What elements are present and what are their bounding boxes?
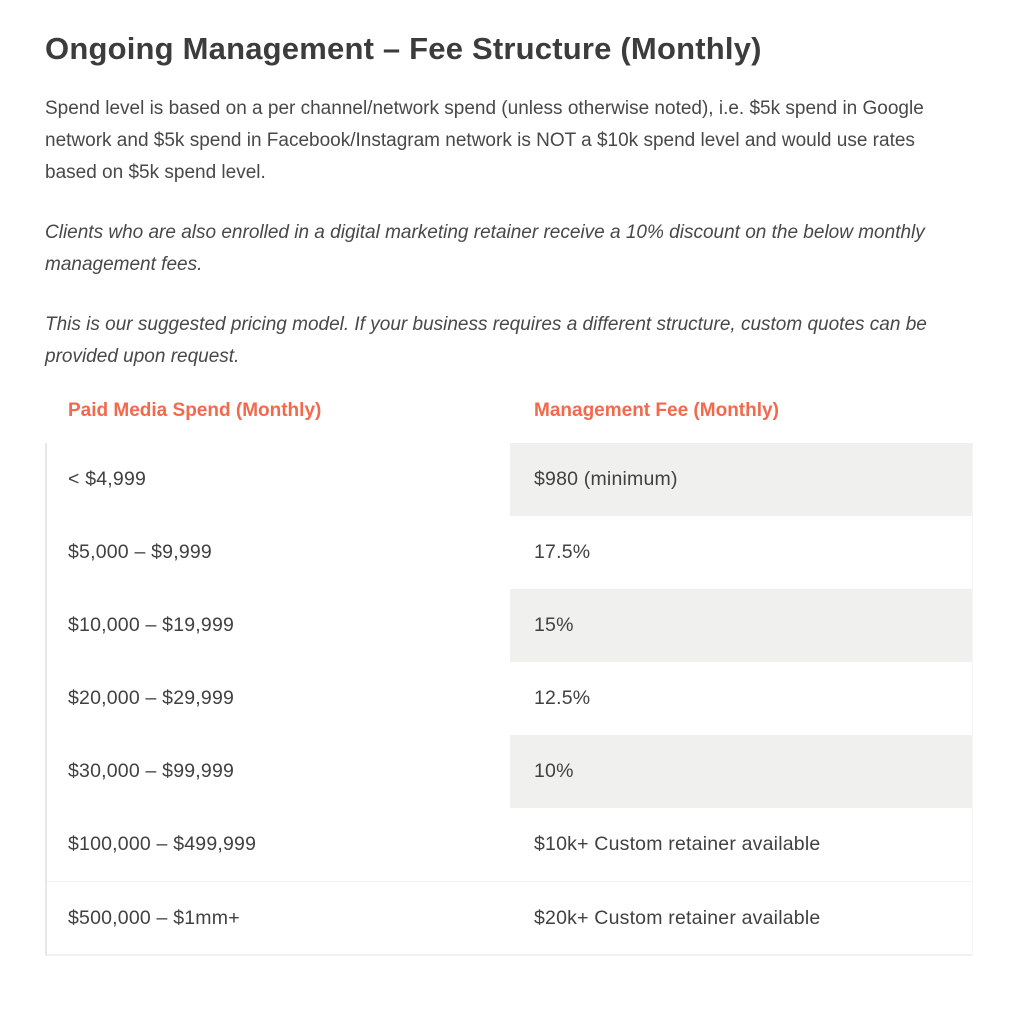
spend-range-cell: $5,000 – $9,999 — [68, 541, 212, 564]
spend-range-cell: $100,000 – $499,999 — [68, 833, 257, 856]
table-row — [47, 881, 972, 954]
management-fee-cell: 17.5% — [534, 541, 591, 564]
table-row — [47, 735, 972, 808]
spend-range-cell: $30,000 – $99,999 — [68, 760, 235, 783]
spend-range-cell: $20,000 – $29,999 — [68, 687, 235, 710]
management-fee-cell: 15% — [510, 589, 972, 662]
fee-table-header-row — [45, 401, 973, 421]
fee-table-body — [45, 443, 973, 956]
table-row — [47, 443, 972, 516]
custom-quote-note: This is our suggested pricing model. If your business requires a different structure, custom quotes can be provided upon request. — [45, 314, 927, 368]
spend-range-cell: < $4,999 — [68, 468, 147, 491]
management-fee-cell: $20k+ Custom retainer available — [534, 906, 821, 929]
spend-level-intro-paragraph: Spend level is based on a per channel/network spend (unless otherwise noted), i.e. $5k spend in Google network and $5k spend in Facebook/Instagram network is NOT a $10k spend level and would use rates based on $5k spend level. — [45, 98, 924, 184]
table-row — [47, 516, 972, 589]
spend-range-cell: $500,000 – $1mm+ — [68, 906, 240, 929]
management-fee-cell: 10% — [510, 735, 972, 808]
table-row — [47, 662, 972, 735]
management-fee-cell: $980 (minimum) — [510, 443, 972, 516]
page-title: Ongoing Management – Fee Structure (Monthly) — [45, 31, 762, 66]
table-row — [47, 589, 972, 662]
fee-structure-table — [45, 401, 973, 956]
spend-range-cell: $10,000 – $19,999 — [68, 614, 235, 637]
column-header-management-fee: Management Fee (Monthly) — [534, 400, 779, 422]
column-header-paid-media-spend: Paid Media Spend (Monthly) — [68, 400, 322, 422]
management-fee-cell: 12.5% — [534, 687, 591, 710]
management-fee-cell: $10k+ Custom retainer available — [534, 833, 821, 856]
retainer-discount-note: Clients who are also enrolled in a digital marketing retainer receive a 10% discount on the below monthly management fees. — [45, 222, 925, 276]
table-row — [47, 808, 972, 881]
